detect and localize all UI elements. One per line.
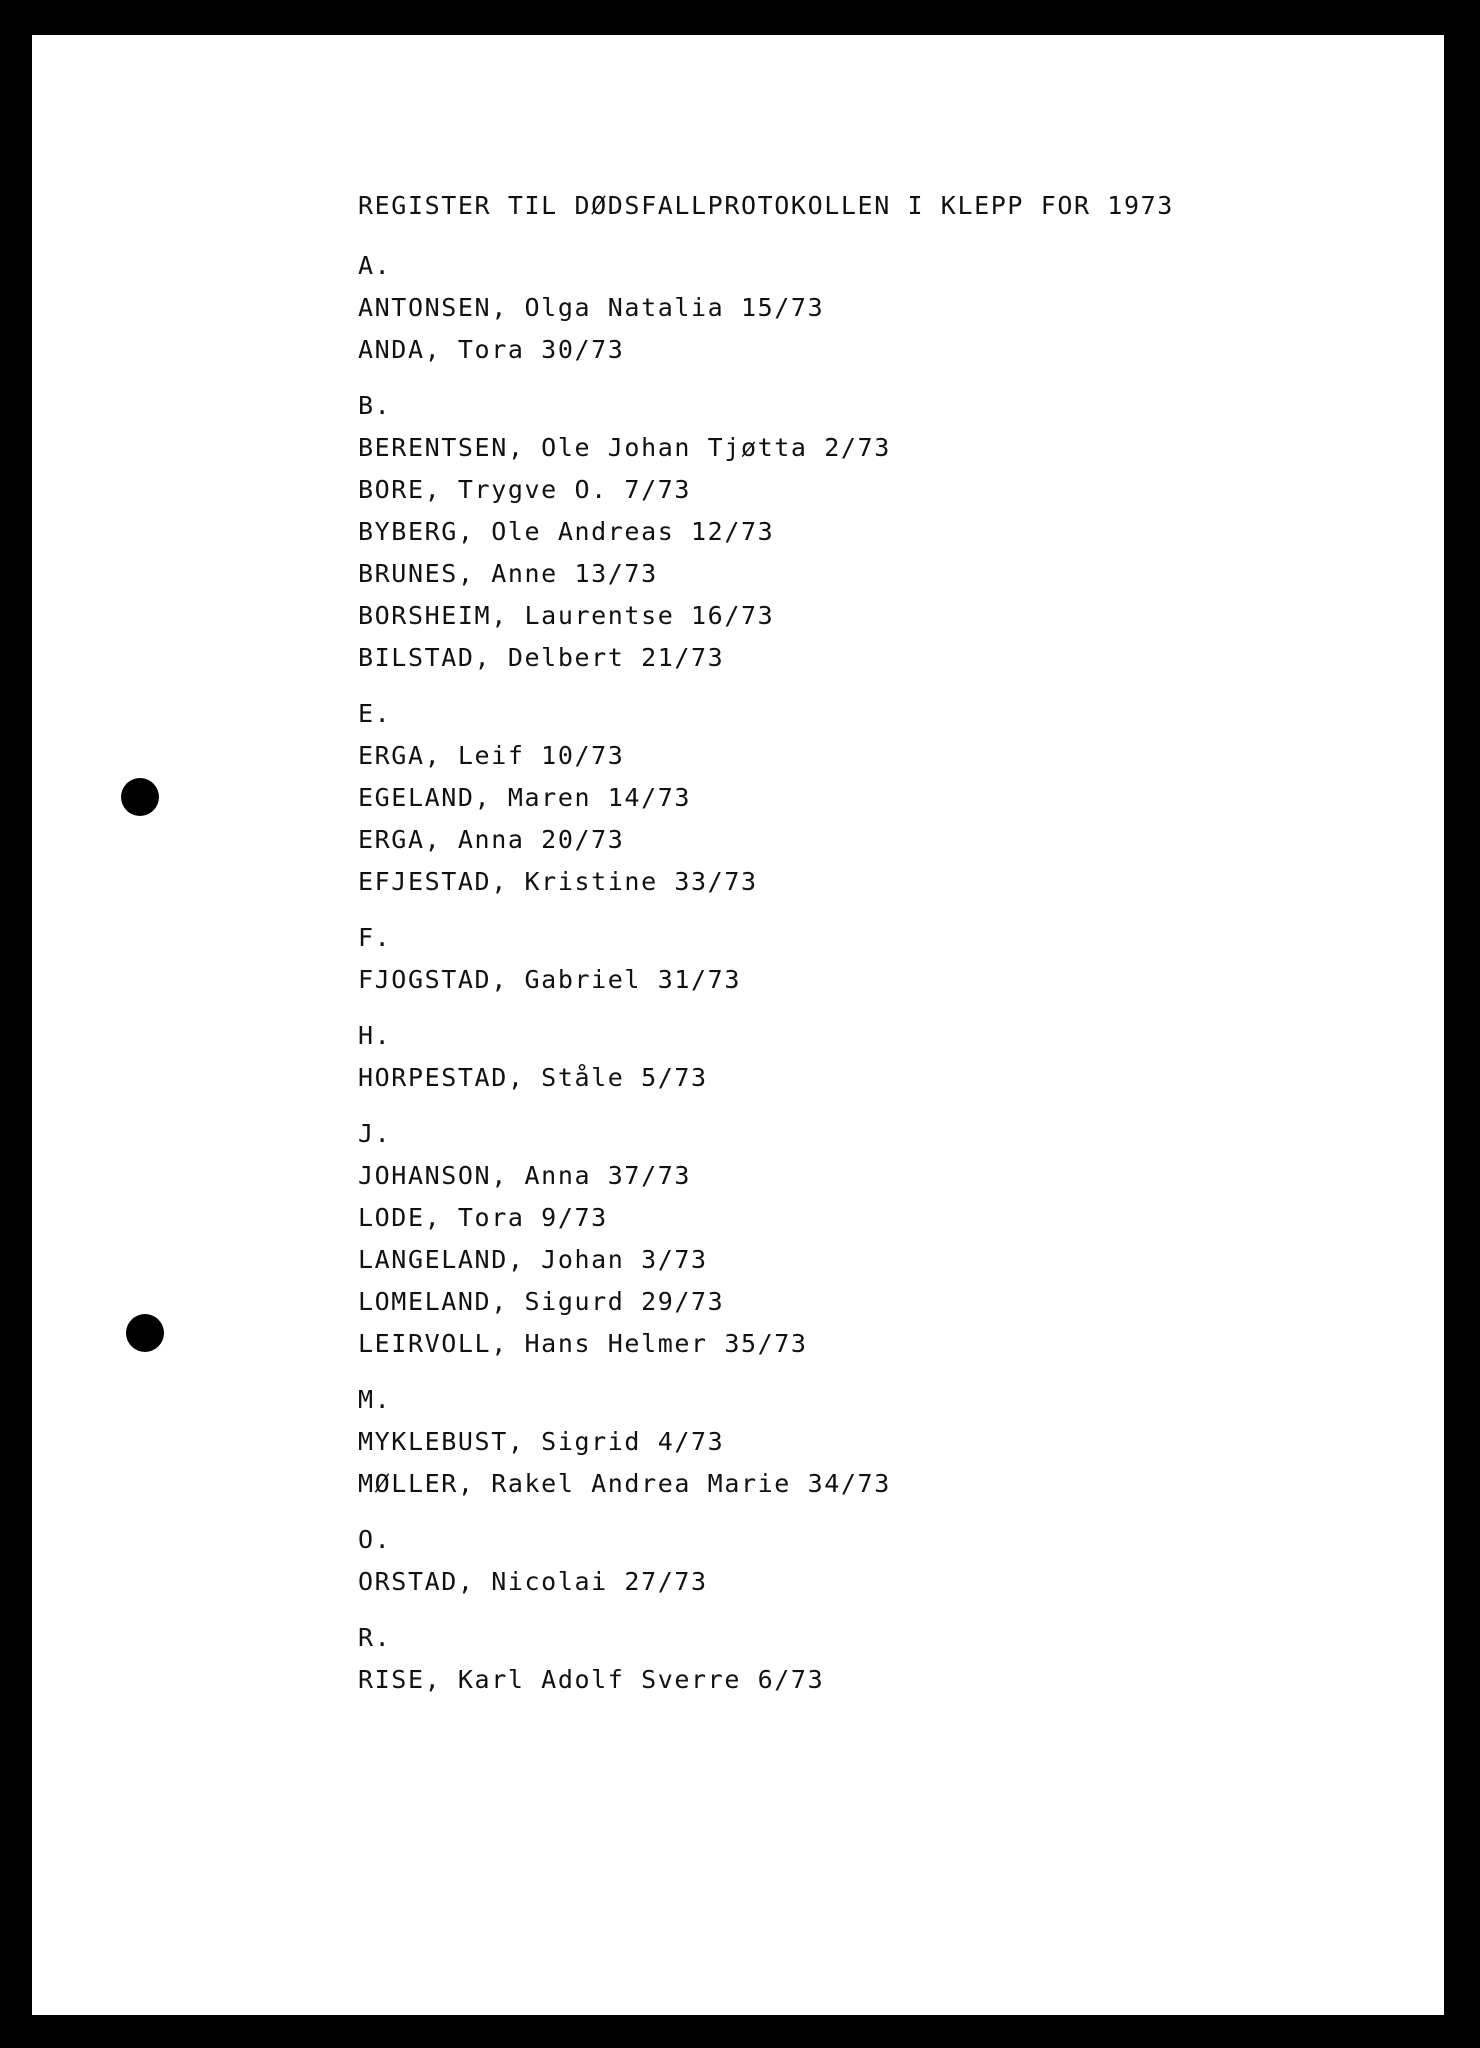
entry: BERENTSEN, Ole Johan Tjøtta 2/73 — [358, 433, 891, 462]
entry: LANGELAND, Johan 3/73 — [358, 1245, 708, 1274]
entry: FJOGSTAD, Gabriel 31/73 — [358, 965, 741, 994]
section-r — [358, 1617, 1258, 1701]
entry: BILSTAD, Delbert 21/73 — [358, 643, 725, 672]
punch-hole-bottom — [126, 1314, 164, 1352]
entry: ERGA, Leif 10/73 — [358, 741, 625, 770]
section-h — [358, 1015, 1258, 1099]
section-j — [358, 1113, 1258, 1365]
register-document — [358, 185, 1258, 1709]
document-title: REGISTER TIL DØDSFALLPROTOKOLLEN I KLEPP FOR 1973 — [358, 191, 1174, 220]
entry: EGELAND, Maren 14/73 — [358, 783, 692, 812]
section-heading: O. — [358, 1525, 392, 1554]
section-e — [358, 693, 1258, 903]
section-heading: B. — [358, 391, 392, 420]
entry: LEIRVOLL, Hans Helmer 35/73 — [358, 1329, 808, 1358]
section-heading: H. — [358, 1021, 392, 1050]
entry: HORPESTAD, Ståle 5/73 — [358, 1063, 708, 1092]
entry: JOHANSON, Anna 37/73 — [358, 1161, 692, 1190]
entry: RISE, Karl Adolf Sverre 6/73 — [358, 1665, 825, 1694]
entry: BRUNES, Anne 13/73 — [358, 559, 658, 588]
section-heading: F. — [358, 923, 392, 952]
section-f — [358, 917, 1258, 1001]
entry: ANTONSEN, Olga Natalia 15/73 — [358, 293, 825, 322]
entry: ERGA, Anna 20/73 — [358, 825, 625, 854]
entry: ANDA, Tora 30/73 — [358, 335, 625, 364]
entry: LODE, Tora 9/73 — [358, 1203, 608, 1232]
section-heading: E. — [358, 699, 392, 728]
section-heading: M. — [358, 1385, 392, 1414]
section-b — [358, 385, 1258, 679]
entry: ORSTAD, Nicolai 27/73 — [358, 1567, 708, 1596]
entry: LOMELAND, Sigurd 29/73 — [358, 1287, 725, 1316]
entry: MØLLER, Rakel Andrea Marie 34/73 — [358, 1469, 891, 1498]
entry: BYBERG, Ole Andreas 12/73 — [358, 517, 775, 546]
paper-page — [32, 35, 1444, 2015]
section-heading: J. — [358, 1119, 392, 1148]
entry: EFJESTAD, Kristine 33/73 — [358, 867, 758, 896]
section-heading: A. — [358, 251, 392, 280]
punch-hole-top — [121, 778, 159, 816]
section-m — [358, 1379, 1258, 1505]
section-heading: R. — [358, 1623, 392, 1652]
section-a — [358, 245, 1258, 371]
entry: BORSHEIM, Laurentse 16/73 — [358, 601, 775, 630]
entry: BORE, Trygve O. 7/73 — [358, 475, 692, 504]
entry: MYKLEBUST, Sigrid 4/73 — [358, 1427, 725, 1456]
section-o — [358, 1519, 1258, 1603]
